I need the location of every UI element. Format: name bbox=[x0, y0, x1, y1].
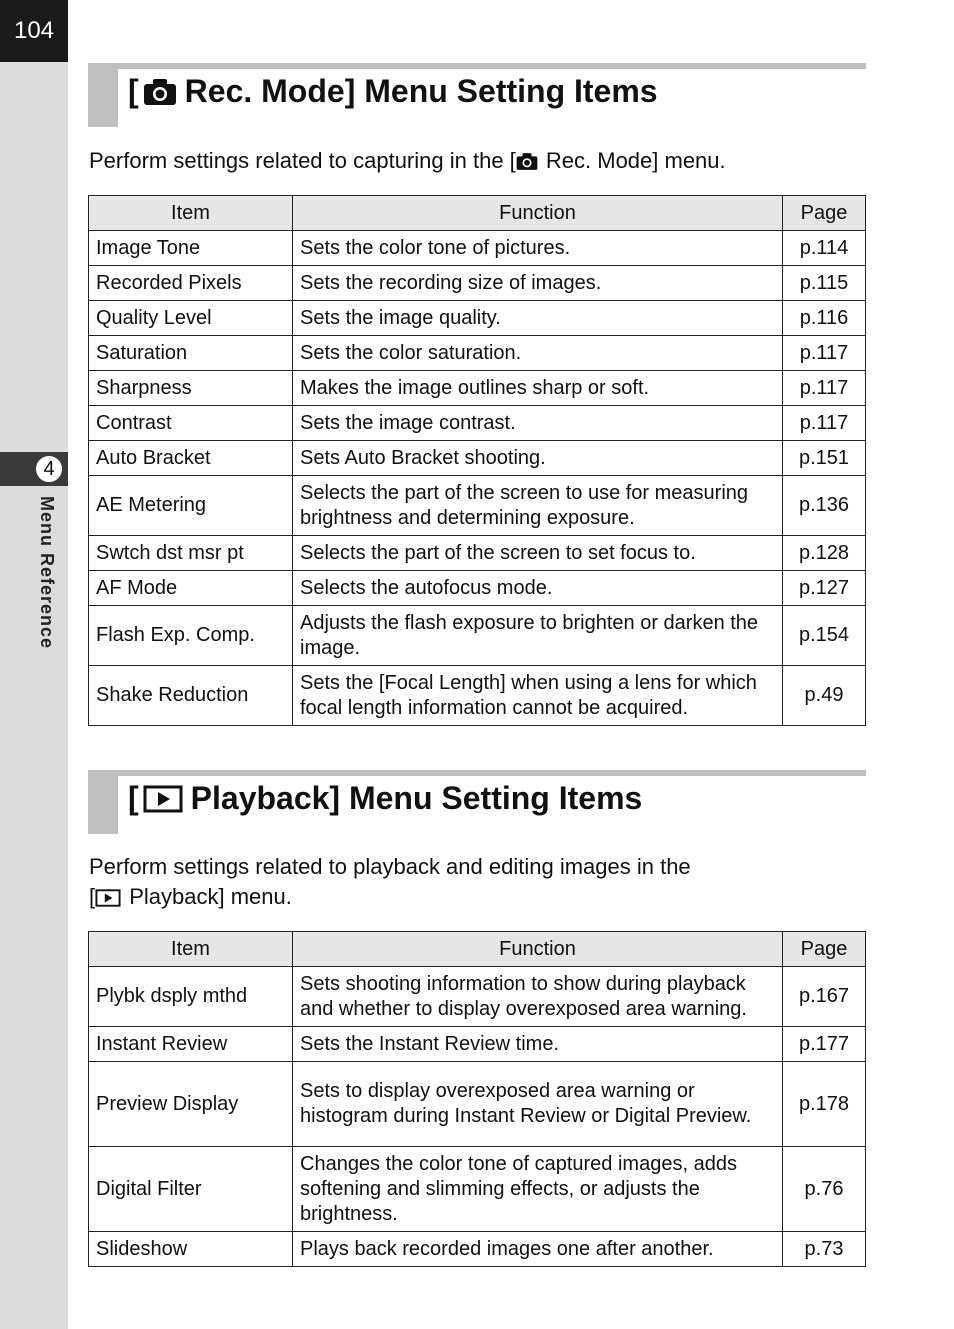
table-row bbox=[89, 371, 866, 406]
header-page: Page bbox=[783, 196, 866, 231]
page-cell: p.116 bbox=[783, 301, 866, 336]
item-cell: Contrast bbox=[89, 406, 293, 441]
playback-title bbox=[128, 780, 642, 817]
table-row bbox=[89, 606, 866, 666]
rec-mode-intro bbox=[89, 146, 726, 176]
function-cell: Sets shooting information to show during playback and whether to display overexposed area warning. bbox=[293, 967, 783, 1027]
chapter-number: 4 bbox=[34, 454, 64, 484]
table-header-row bbox=[89, 196, 866, 231]
playback-icon bbox=[95, 889, 121, 907]
item-cell: Auto Bracket bbox=[89, 441, 293, 476]
intro-text: Rec. Mode] menu. bbox=[539, 148, 726, 173]
intro-bracket: [ bbox=[89, 884, 96, 909]
page-cell: p.128 bbox=[783, 536, 866, 571]
table-header-row bbox=[89, 932, 866, 967]
page-cell: p.178 bbox=[783, 1062, 866, 1147]
playback-heading bbox=[88, 770, 866, 834]
function-cell: Sets the Instant Review time. bbox=[293, 1027, 783, 1062]
table-row bbox=[89, 406, 866, 441]
rec-mode-heading bbox=[88, 63, 866, 127]
function-cell: Sets to display overexposed area warning or histogram during Instant Review or Digital Preview. bbox=[293, 1062, 783, 1147]
item-cell: Digital Filter bbox=[89, 1147, 293, 1232]
function-cell: Sets Auto Bracket shooting. bbox=[293, 441, 783, 476]
table-row bbox=[89, 476, 866, 536]
header-item: Item bbox=[89, 932, 293, 967]
header-page: Page bbox=[783, 932, 866, 967]
item-cell: Preview Display bbox=[89, 1062, 293, 1147]
intro-text: Playback] menu. bbox=[123, 884, 292, 909]
page-cell: p.177 bbox=[783, 1027, 866, 1062]
item-cell: Instant Review bbox=[89, 1027, 293, 1062]
intro-text: Perform settings related to capturing in the [ bbox=[89, 148, 516, 173]
page-cell: p.127 bbox=[783, 571, 866, 606]
page-cell: p.151 bbox=[783, 441, 866, 476]
rec-mode-title bbox=[128, 73, 658, 110]
side-band bbox=[0, 0, 68, 1329]
function-cell: Sets the image quality. bbox=[293, 301, 783, 336]
item-cell: Image Tone bbox=[89, 231, 293, 266]
function-cell: Adjusts the flash exposure to brighten or darken the image. bbox=[293, 606, 783, 666]
function-cell: Sets the color saturation. bbox=[293, 336, 783, 371]
function-cell: Selects the part of the screen to use for measuring brightness and determining exposure. bbox=[293, 476, 783, 536]
page-cell: p.117 bbox=[783, 336, 866, 371]
rec-mode-table bbox=[88, 195, 866, 726]
table-row bbox=[89, 967, 866, 1027]
table-row bbox=[89, 336, 866, 371]
header-function: Function bbox=[293, 932, 783, 967]
item-cell: Swtch dst msr pt bbox=[89, 536, 293, 571]
camera-icon bbox=[516, 152, 538, 171]
function-cell: Plays back recorded images one after another. bbox=[293, 1232, 783, 1267]
function-cell: Selects the autofocus mode. bbox=[293, 571, 783, 606]
table-row bbox=[89, 666, 866, 726]
page-cell: p.76 bbox=[783, 1147, 866, 1232]
title-bracket: [ bbox=[128, 780, 139, 816]
page-cell: p.49 bbox=[783, 666, 866, 726]
table-row bbox=[89, 536, 866, 571]
item-cell: Recorded Pixels bbox=[89, 266, 293, 301]
table-row bbox=[89, 571, 866, 606]
function-cell: Sets the color tone of pictures. bbox=[293, 231, 783, 266]
playback-table bbox=[88, 931, 866, 1267]
intro-line bbox=[89, 882, 691, 912]
page-cell: p.117 bbox=[783, 406, 866, 441]
item-cell: Flash Exp. Comp. bbox=[89, 606, 293, 666]
header-item: Item bbox=[89, 196, 293, 231]
item-cell: AF Mode bbox=[89, 571, 293, 606]
function-cell: Selects the part of the screen to set focus to. bbox=[293, 536, 783, 571]
page-cell: p.117 bbox=[783, 371, 866, 406]
page-cell: p.154 bbox=[783, 606, 866, 666]
header-function: Function bbox=[293, 196, 783, 231]
playback-intro bbox=[89, 852, 691, 912]
page-number: 104 bbox=[0, 0, 68, 62]
heading-rule bbox=[88, 63, 866, 69]
table-row bbox=[89, 301, 866, 336]
item-cell: Shake Reduction bbox=[89, 666, 293, 726]
item-cell: Saturation bbox=[89, 336, 293, 371]
item-cell: Sharpness bbox=[89, 371, 293, 406]
page-cell: p.167 bbox=[783, 967, 866, 1027]
page-cell: p.115 bbox=[783, 266, 866, 301]
page-cell: p.73 bbox=[783, 1232, 866, 1267]
heading-marker bbox=[88, 63, 118, 127]
heading-rule bbox=[88, 770, 866, 776]
table-row bbox=[89, 1147, 866, 1232]
intro-line: Perform settings related to playback and editing images in the bbox=[89, 854, 691, 879]
playback-icon bbox=[143, 785, 183, 813]
camera-icon bbox=[143, 78, 177, 106]
function-cell: Makes the image outlines sharp or soft. bbox=[293, 371, 783, 406]
title-text: Playback] Menu Setting Items bbox=[190, 780, 643, 816]
page-cell: p.114 bbox=[783, 231, 866, 266]
item-cell: AE Metering bbox=[89, 476, 293, 536]
function-cell: Sets the [Focal Length] when using a lens for which focal length information cannot be acquired. bbox=[293, 666, 783, 726]
title-text: Rec. Mode] Menu Setting Items bbox=[184, 73, 658, 109]
item-cell: Quality Level bbox=[89, 301, 293, 336]
page-cell: p.136 bbox=[783, 476, 866, 536]
item-cell: Slideshow bbox=[89, 1232, 293, 1267]
function-cell: Changes the color tone of captured images, adds softening and slimming effects, or adjusts the brightness. bbox=[293, 1147, 783, 1232]
table-row bbox=[89, 266, 866, 301]
function-cell: Sets the image contrast. bbox=[293, 406, 783, 441]
table-row bbox=[89, 1027, 866, 1062]
function-cell: Sets the recording size of images. bbox=[293, 266, 783, 301]
heading-marker bbox=[88, 770, 118, 834]
title-bracket: [ bbox=[128, 73, 139, 109]
table-row bbox=[89, 441, 866, 476]
chapter-label: Menu Reference bbox=[37, 496, 57, 650]
table-row bbox=[89, 1232, 866, 1267]
table-row bbox=[89, 1062, 866, 1147]
table-row bbox=[89, 231, 866, 266]
item-cell: Plybk dsply mthd bbox=[89, 967, 293, 1027]
